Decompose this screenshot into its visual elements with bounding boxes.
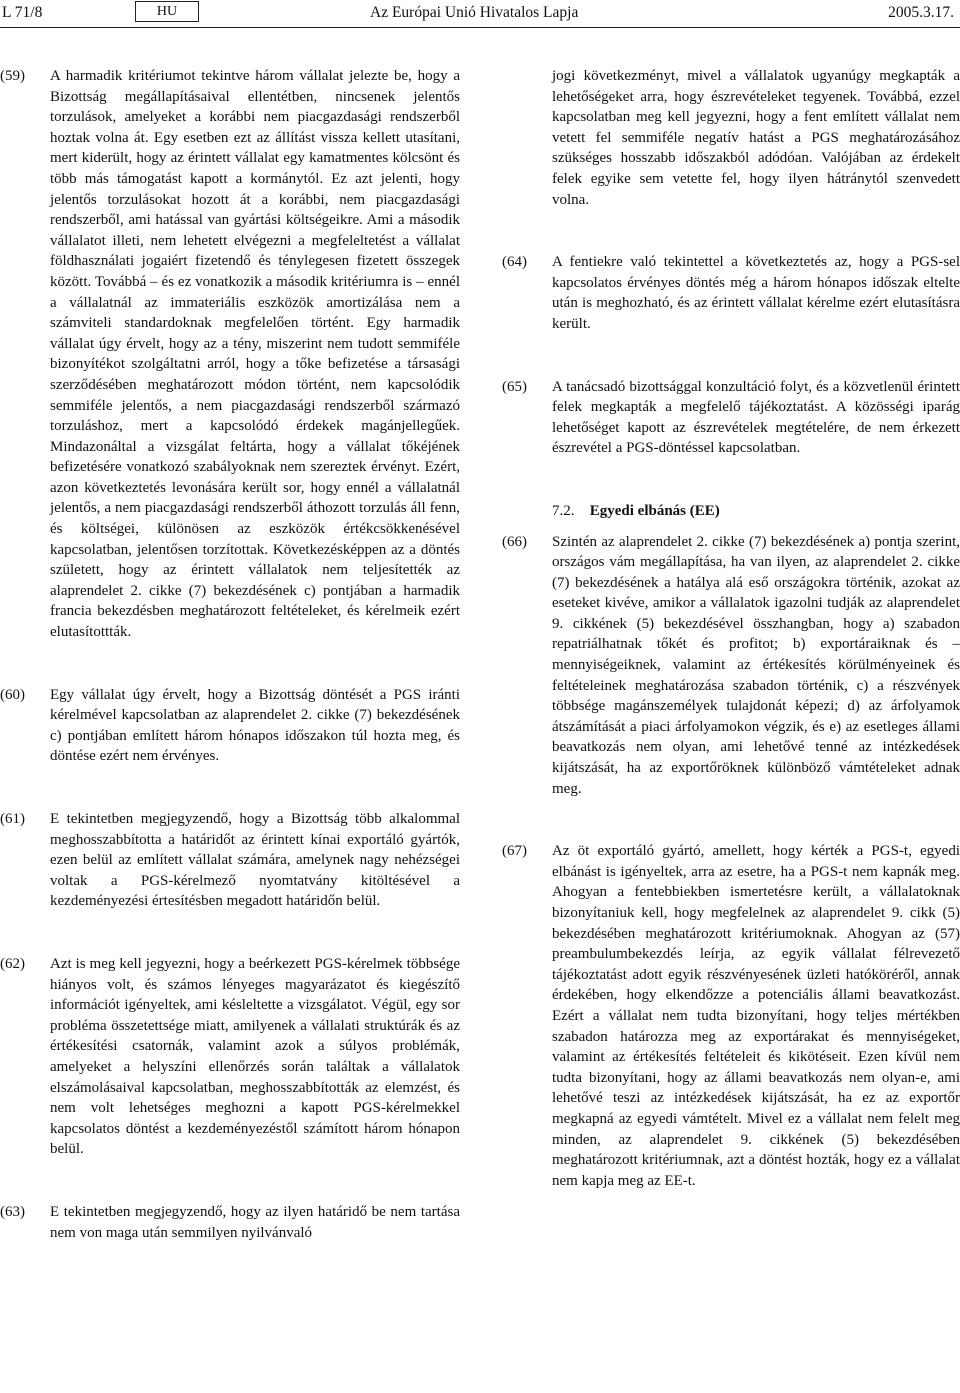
section-title: Egyedi elbánás (EE) (589, 502, 720, 519)
paragraph-67 (502, 841, 960, 1191)
paragraph-text: Egy vállalat úgy érvelt, hogy a Bizottság döntését a PGS iránti kérelmével kapcsolatban az alaprendelet 2. cikke (7) bekezdésének c) pontjában említett három hónapos időszakon túl hozta meg, és döntése ezért nem érvényes. (50, 686, 460, 765)
journal-title: Az Európai Unió Hivatalos Lapja (370, 4, 579, 21)
paragraph-text: A tanácsadó bizottsággal konzultáció folyt, és a közvetlenül érintett felek megkapták a megfelelő tájékoztatást. A közösségi iparág lehetőséget kapott az észrevételek megtételére, de nem érkezett észrevétel a PGS-döntéssel kapcsolatban. (552, 378, 960, 457)
paragraph-text: A fentiekre való tekintettel a következtetés az, hogy a PGS-sel kapcsolatos érvényes döntés még a három hónapos időszak eltelte után is meghozható, és az érintett vállalat kérelme ezért elutasításra került. (552, 254, 960, 332)
header-rule (0, 27, 960, 28)
paragraph-number: (59) (0, 68, 25, 84)
section-number: 7.2. (552, 502, 575, 519)
paragraph-number: (67) (502, 843, 527, 860)
paragraph-number: (60) (0, 686, 25, 703)
publication-date: 2005.3.17. (888, 4, 954, 21)
paragraph-65 (502, 377, 960, 459)
paragraph-66 (502, 532, 960, 800)
paragraph-60 (0, 685, 460, 767)
language-badge: HU (135, 1, 199, 22)
paragraph-text: Az öt exportáló gyártó, amellett, hogy kérték a PGS-t, egyedi elbánást is igényeltek, arra az esetre, ha a PGS-t nem kapnák meg. Ahogyan a fentebbiekben ismertetésre került, a vállalatoknak bizonyítaniuk kell, hogy megfelelnek az alaprendelet 9. cikk (5) bekezdésében meghatározott kritériumoknak. Ahogyan az (57) preambulumbekezdés leírja, az egyik vállalat félrevezető tájékoztatást adott egyik részvényesének üzleti hatóköréről, annak érdekében, hogy elkendőzze a potenciális állami beavatkozást. Ezért a vállalat nem tudta bizonyítani, hogy teljes mértékben szabadon határozza meg az exportárakat és mennyiségeket, valamint az értékesítés feltételeit és kikötéseit. Ezen kívül nem tudta bizonyítani, hogy az állami beavatkozás nem olyan-e, ami lehetővé teszi az intézkedések kijátszását, ha ez az exportőr megkapná az egyedi vámtételt. Mivel ez a vállalat nem felelt meg minden, az alaprendelet 9. cikkének (5) bekezdésében meghatározott kritériumnak, azt a döntést hozták, hogy ez a vállalat nem kapja meg az EE-t. (552, 843, 960, 1189)
page-reference: L 71/8 (2, 4, 43, 21)
paragraph-59 (0, 66, 460, 643)
right-column (502, 66, 960, 1191)
paragraph-text: Azt is meg kell jegyezni, hogy a beérkezett PGS-kérelmek többsége hiányos volt, és számos lényeges magyarázatot és kiegészítő információt igényeltek, ami késleltette a vizsgálatot. Végül, egy sor probléma összetettsége miatt, amilyenek a vállalati struktúrák és az értékesítési csatornák, valamint azok a súlyos problémák, amelyeket a helyszíni ellenőrzés során találtak a vállalatok elszámolásaival kapcsolatban, meghosszabbították az elemzést, és nem volt lehetséges meghozni a kapott PGS-kérelmekkel kapcsolatos döntést a kezdeményezéstől számított három hónapon belül. (50, 955, 460, 1158)
paragraph-number: (62) (0, 955, 25, 972)
paragraph-text: E tekintetben megjegyzendő, hogy az ilyen határidő be nem tartása nem von maga után semmilyen nyilvánvaló (50, 1203, 460, 1241)
paragraph-number: (61) (0, 811, 25, 827)
paragraph-64 (502, 252, 960, 334)
paragraph-61 (0, 809, 460, 912)
paragraph-63-continuation (502, 66, 960, 210)
paragraph-text: A harmadik kritériumot tekintve három vállalat jelezte be, hogy a Bizottság megállapításaival ellentétben, nincsenek jelentős torzulások, amelyeket a korábbi nem piacgazdasági rendszerből hoztak volna át. Egy esetben ezt az állítást vissza kellett utasítani, mert kiderült, hogy az érintett vállalat egy kamatmentes kölcsönt és több más támogatást kapott a kormánytól. Ez azt jelenti, hogy jelentős torzulásokat hozott át a korábbi, nem piacgazdasági rendszerből, ami hatással van gyártási költségeikre. Ami a második vállalatot illeti, nem lehetett elvégezni a megfeleltetést a vállalat földhasználati jogaiért fizetendő és ténylegesen fizetett összegek között. Továbbá – és ez vonatkozik a második kritériumra is – ennél a vállalatnál az immateriális eszközök amortizálása nem a számviteli standardoknak megfelelően történt. Egy harmadik vállalat úgy érvelt, hogy az a tény, miszerint nem tudott semmiféle bizonyítékot szolgáltatni arról, hogy a tőke befizetése a társasági szerződésében meghatározott módon történt, nem kapcsolódik semmiféle jelentős, a nem piacgazdasági rendszerből származó torzuláshoz, mert a kapcsolódó érdekek magánjellegűek. Mindazonáltal a vizsgálat feltárta, hogy a vállalat tőkéjének befizetésére vonatkozó szabályoknak nem szereztek érvényt. Ezért, azon következtetés levonására került sor, hogy ennél a vállalatnál jelentős, a nem piacgazdasági rendszerből áthozott torzulás áll fenn, és költségei, különösen az eszközök értékcsökkenésével kapcsolatban, jelentősen torzítottak. Következésképpen az a döntés született, hogy az érintett vállalatok nem teljesítették az alaprendelet 2. cikke (7) bekezdésének c) pontjában a harmadik francia bekezdésben meghatározott feltételeket, és kérelmeik ezért elutasítottták. (50, 68, 460, 641)
paragraph-62 (0, 954, 460, 1160)
page-header (0, 0, 960, 26)
left-column (0, 66, 460, 1243)
paragraph-number: (63) (0, 1203, 25, 1220)
paragraph-number: (64) (502, 254, 527, 271)
paragraph-number: (66) (502, 533, 527, 550)
section-heading (552, 501, 960, 522)
paragraph-text: jogi következményt, mivel a vállalatok ugyanúgy megkapták a lehetőségeket arra, hogy észrevételeket tegyenek. Továbbá, ezzel kapcsolatban meg kell jegyezni, hogy a fent említett vállalat nem vetett fel semmiféle negatív hatást a PGS meghatározásához szükséges hosszabb időszakból adódóan. Valójában az érdekelt felek egyike sem vetette fel, hogy ilyen hátránytól szenvedett volna. (552, 68, 960, 208)
paragraph-text: E tekintetben megjegyzendő, hogy a Bizottság több alkalommal meghosszabbította a határidőt az érintett kínai exportáló gyártók, ezen belül az említett vállalat számára, amelynek nagy nehézségei voltak a PGS-kérelmező nyomtatvány kitöltésével a kezdeményezési értesítésben megadott határidőn belül. (50, 811, 460, 910)
paragraph-63 (0, 1202, 460, 1243)
paragraph-text: Szintén az alaprendelet 2. cikke (7) bekezdésének a) pontja szerint, országos vám megállapítása, ha van ilyen, az alaprendelet 2. cikke (7) bekezdésének a hatálya alá eső országokra történik, azokat az eseteket kivéve, amikor a vállalatok igazolni tudják az alaprendelet 9. cikkének (5) bekezdésével összhangban, hogy a) szabadon repatriálhatnak tőkét és profitot; b) exportáraiknak és –mennyiségeiknek, valamint az értékesítés körülményeinek és feltételeinek meghatározása szabadon történik, c) a részvények többsége magánszemélyek tulajdonát képezi; d) az árfolyamok átszámítását a piaci árfolyamokon végzik, és e) az esetleges állami beavatkozás nem olyan, ami lehetővé tenné az intézkedések kijátszását, ha az exportőröknek különböző vámtételeket adnak meg. (552, 533, 960, 797)
paragraph-number: (65) (502, 378, 527, 395)
